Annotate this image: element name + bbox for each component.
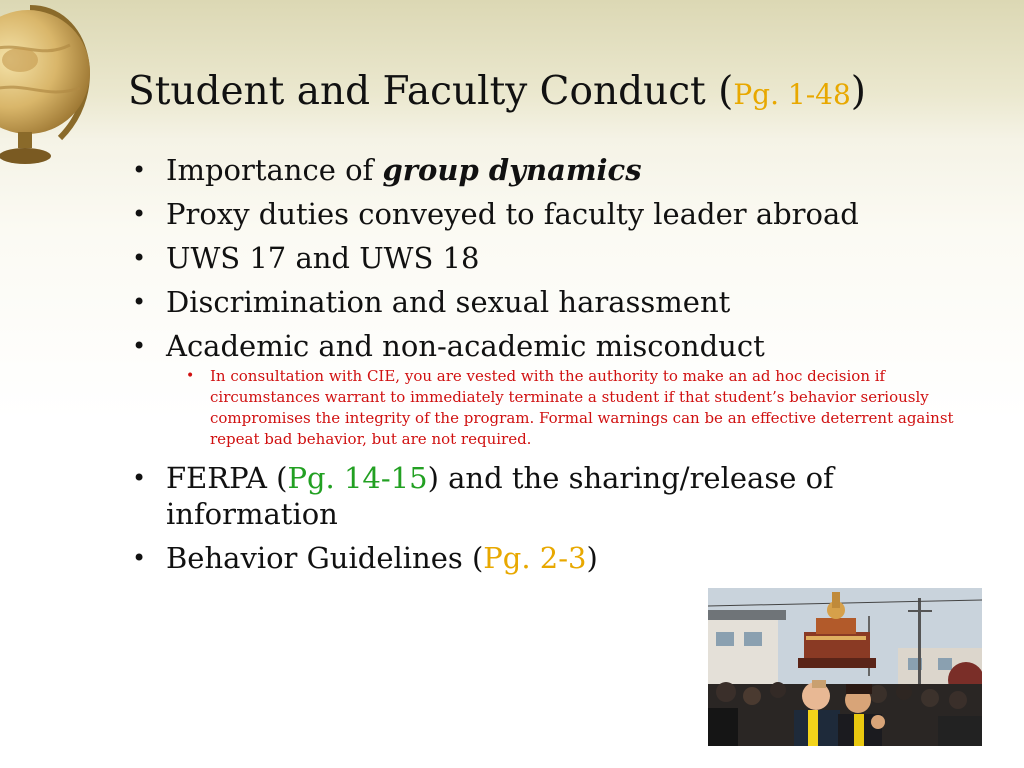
bullet-text: Proxy duties conveyed to faculty leader abroad <box>166 197 859 231</box>
title-close: ) <box>850 69 867 114</box>
bullet-misconduct <box>128 328 928 364</box>
bullet-behavior-guidelines <box>128 540 928 576</box>
bullet-text: UWS 17 and UWS 18 <box>166 241 480 275</box>
bullet-text: Academic and non-academic misconduct <box>166 329 765 363</box>
bullet-proxy-duties <box>128 196 928 232</box>
bullet-marker: • <box>132 332 147 360</box>
bullet-text: Behavior Guidelines ( <box>166 541 484 575</box>
sub-bullet-marker: • <box>186 368 195 384</box>
behavior-page-ref: Pg. 2-3 <box>483 541 587 575</box>
bullet-text-suffix: ) and the sharing/release of information <box>166 461 834 531</box>
sub-bullet-termination <box>128 366 970 450</box>
bullet-discrimination <box>128 284 928 320</box>
bullet-marker: • <box>132 544 147 572</box>
bullet-text-suffix: ) <box>586 541 598 575</box>
bullet-marker: • <box>132 244 147 272</box>
festival-photo-illustration <box>708 588 982 746</box>
bullet-text: FERPA ( <box>166 461 288 495</box>
bullet-emphasis: group dynamics <box>382 153 642 187</box>
sub-bullet-text: In consultation with CIE, you are vested with the authority to make an ad hoc decision if circumstances warrant to immediately terminate a student if that student’s behavior seriously compromises the integrity of the program. Formal warnings can be an effective deterrent against repeat bad behavior, but are not required. <box>210 367 954 448</box>
globe-icon <box>0 0 100 170</box>
bullet-marker: • <box>132 200 147 228</box>
title-page-ref: Pg. 1-48 <box>733 78 851 111</box>
bullet-text: Importance of <box>166 153 383 187</box>
bullet-marker: • <box>132 288 147 316</box>
festival-photo <box>708 588 982 746</box>
ferpa-page-ref: Pg. 14-15 <box>287 461 428 495</box>
bullet-marker: • <box>132 464 147 492</box>
bullet-list <box>128 152 954 584</box>
title-text: Student and Faculty Conduct ( <box>128 69 734 114</box>
bullet-uws <box>128 240 928 276</box>
bullet-marker: • <box>132 156 147 184</box>
bullet-ferpa <box>128 460 928 532</box>
bullet-group-dynamics <box>128 152 928 188</box>
slide-title <box>128 68 1008 119</box>
bullet-text: Discrimination and sexual harassment <box>166 285 731 319</box>
